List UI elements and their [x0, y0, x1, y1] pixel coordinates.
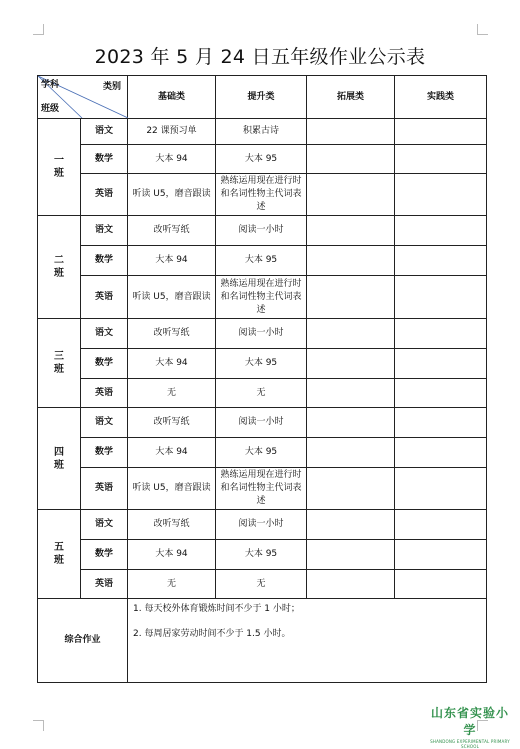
extend-cell	[307, 119, 395, 145]
extend-cell	[307, 276, 395, 319]
corner-label-subject: 学科	[41, 80, 60, 90]
table-row	[38, 145, 487, 174]
subject-cell: 英语	[81, 276, 128, 319]
basic-cell: 改听写纸	[128, 319, 216, 349]
improve-cell: 无	[216, 570, 307, 599]
col-header-extend: 拓展类	[307, 76, 395, 119]
table-row	[38, 570, 487, 599]
basic-cell: 大本 94	[128, 246, 216, 276]
basic-cell: 大本 94	[128, 349, 216, 379]
summary-item: 1. 每天校外体育锻炼时间不少于 1 小时；	[133, 604, 300, 614]
table-row	[38, 540, 487, 570]
extend-cell	[307, 216, 395, 246]
table-row	[38, 246, 487, 276]
class-name-cell	[38, 510, 81, 599]
table-row	[38, 216, 487, 246]
crop-mark-bottom-left	[33, 720, 44, 731]
col-header-improve: 提升类	[216, 76, 307, 119]
improve-cell: 大本 95	[216, 438, 307, 468]
extend-cell	[307, 379, 395, 408]
class-name-suffix: 班	[54, 268, 64, 279]
class-name-cell	[38, 319, 81, 408]
basic-cell: 无	[128, 379, 216, 408]
extend-cell	[307, 468, 395, 510]
class-name-number: 四	[54, 446, 64, 458]
class-name-cell	[38, 119, 81, 216]
practice-cell	[395, 468, 487, 510]
practice-cell	[395, 570, 487, 599]
subject-cell: 英语	[81, 174, 128, 216]
improve-cell: 大本 95	[216, 246, 307, 276]
crop-mark-top-right	[477, 24, 488, 35]
practice-cell	[395, 174, 487, 216]
improve-cell: 大本 95	[216, 349, 307, 379]
extend-cell	[307, 319, 395, 349]
extend-cell	[307, 349, 395, 379]
basic-cell: 改听写纸	[128, 216, 216, 246]
class-name-suffix: 班	[54, 364, 64, 375]
practice-cell	[395, 145, 487, 174]
table-row	[38, 276, 487, 319]
col-header-basic: 基础类	[128, 76, 216, 119]
improve-cell: 大本 95	[216, 540, 307, 570]
basic-cell: 大本 94	[128, 438, 216, 468]
class-name-number: 三	[54, 351, 64, 362]
page-title: 2023 年 5 月 24 日五年级作业公示表	[94, 46, 426, 68]
subject-cell: 语文	[81, 510, 128, 540]
subject-cell: 语文	[81, 119, 128, 145]
extend-cell	[307, 246, 395, 276]
class-name-number: 二	[54, 255, 64, 266]
basic-cell: 听读 U5，磨音跟读	[128, 276, 216, 319]
header-row	[38, 76, 487, 119]
summary-label: 综合作业	[38, 599, 128, 683]
class-name-cell	[38, 216, 81, 319]
class-name-suffix: 班	[54, 168, 64, 179]
improve-cell: 积累古诗	[216, 119, 307, 145]
homework-table	[37, 75, 487, 683]
subject-cell: 数学	[81, 246, 128, 276]
class-name-suffix: 班	[54, 555, 64, 566]
corner-label-category: 类别	[102, 82, 121, 92]
class-name-cell	[38, 408, 81, 510]
table-row	[38, 119, 487, 145]
practice-cell	[395, 540, 487, 570]
improve-cell: 阅读一小时	[216, 216, 307, 246]
improve-cell: 阅读一小时	[216, 510, 307, 540]
basic-cell: 改听写纸	[128, 510, 216, 540]
extend-cell	[307, 145, 395, 174]
practice-cell	[395, 276, 487, 319]
extend-cell	[307, 510, 395, 540]
school-logo-english: SHANDONG EXPERIMENTAL PRIMARY SCHOOL	[430, 739, 510, 749]
basic-cell: 改听写纸	[128, 408, 216, 438]
table-row	[38, 379, 487, 408]
improve-cell: 阅读一小时	[216, 319, 307, 349]
practice-cell	[395, 408, 487, 438]
subject-cell: 英语	[81, 570, 128, 599]
basic-cell: 无	[128, 570, 216, 599]
improve-cell: 熟练运用现在进行时和名词性物主代词表述	[216, 468, 307, 510]
subject-cell: 数学	[81, 145, 128, 174]
practice-cell	[395, 349, 487, 379]
practice-cell	[395, 379, 487, 408]
extend-cell	[307, 438, 395, 468]
subject-cell: 英语	[81, 379, 128, 408]
subject-cell: 语文	[81, 216, 128, 246]
improve-cell: 熟练运用现在进行时和名词性物主代词表述	[216, 276, 307, 319]
improve-cell: 大本 95	[216, 145, 307, 174]
class-name-number: 五	[54, 542, 64, 553]
subject-cell: 英语	[81, 468, 128, 510]
subject-cell: 数学	[81, 540, 128, 570]
class-name-suffix: 班	[54, 459, 64, 471]
summary-row	[38, 599, 487, 683]
practice-cell	[395, 119, 487, 145]
practice-cell	[395, 216, 487, 246]
table-row	[38, 349, 487, 379]
table-row	[38, 174, 487, 216]
table-row	[38, 319, 487, 349]
practice-cell	[395, 510, 487, 540]
improve-cell: 阅读一小时	[216, 408, 307, 438]
school-logo	[425, 704, 515, 749]
table-row	[38, 408, 487, 438]
table-row	[38, 510, 487, 540]
subject-cell: 数学	[81, 349, 128, 379]
basic-cell: 听读 U5，磨音跟读	[128, 468, 216, 510]
subject-cell: 语文	[81, 408, 128, 438]
subject-cell: 数学	[81, 438, 128, 468]
practice-cell	[395, 246, 487, 276]
extend-cell	[307, 174, 395, 216]
summary-item: 2. 每周居家劳动时间不少于 1.5 小时。	[133, 629, 291, 639]
class-name-number: 一	[54, 155, 64, 166]
extend-cell	[307, 540, 395, 570]
summary-content	[128, 599, 487, 683]
basic-cell: 22 课预习单	[128, 119, 216, 145]
basic-cell: 听读 U5，磨音跟读	[128, 174, 216, 216]
table-row	[38, 438, 487, 468]
school-logo-name: 山东省实验小学	[430, 706, 509, 737]
header-corner-cell	[38, 76, 128, 119]
table-row	[38, 468, 487, 510]
practice-cell	[395, 319, 487, 349]
improve-cell: 熟练运用现在进行时和名词性物主代词表述	[216, 174, 307, 216]
practice-cell	[395, 438, 487, 468]
basic-cell: 大本 94	[128, 145, 216, 174]
extend-cell	[307, 570, 395, 599]
col-header-practice: 实践类	[395, 76, 487, 119]
crop-mark-top-left	[33, 24, 44, 35]
subject-cell: 语文	[81, 319, 128, 349]
improve-cell: 无	[216, 379, 307, 408]
corner-label-class: 班级	[41, 104, 60, 114]
extend-cell	[307, 408, 395, 438]
basic-cell: 大本 94	[128, 540, 216, 570]
